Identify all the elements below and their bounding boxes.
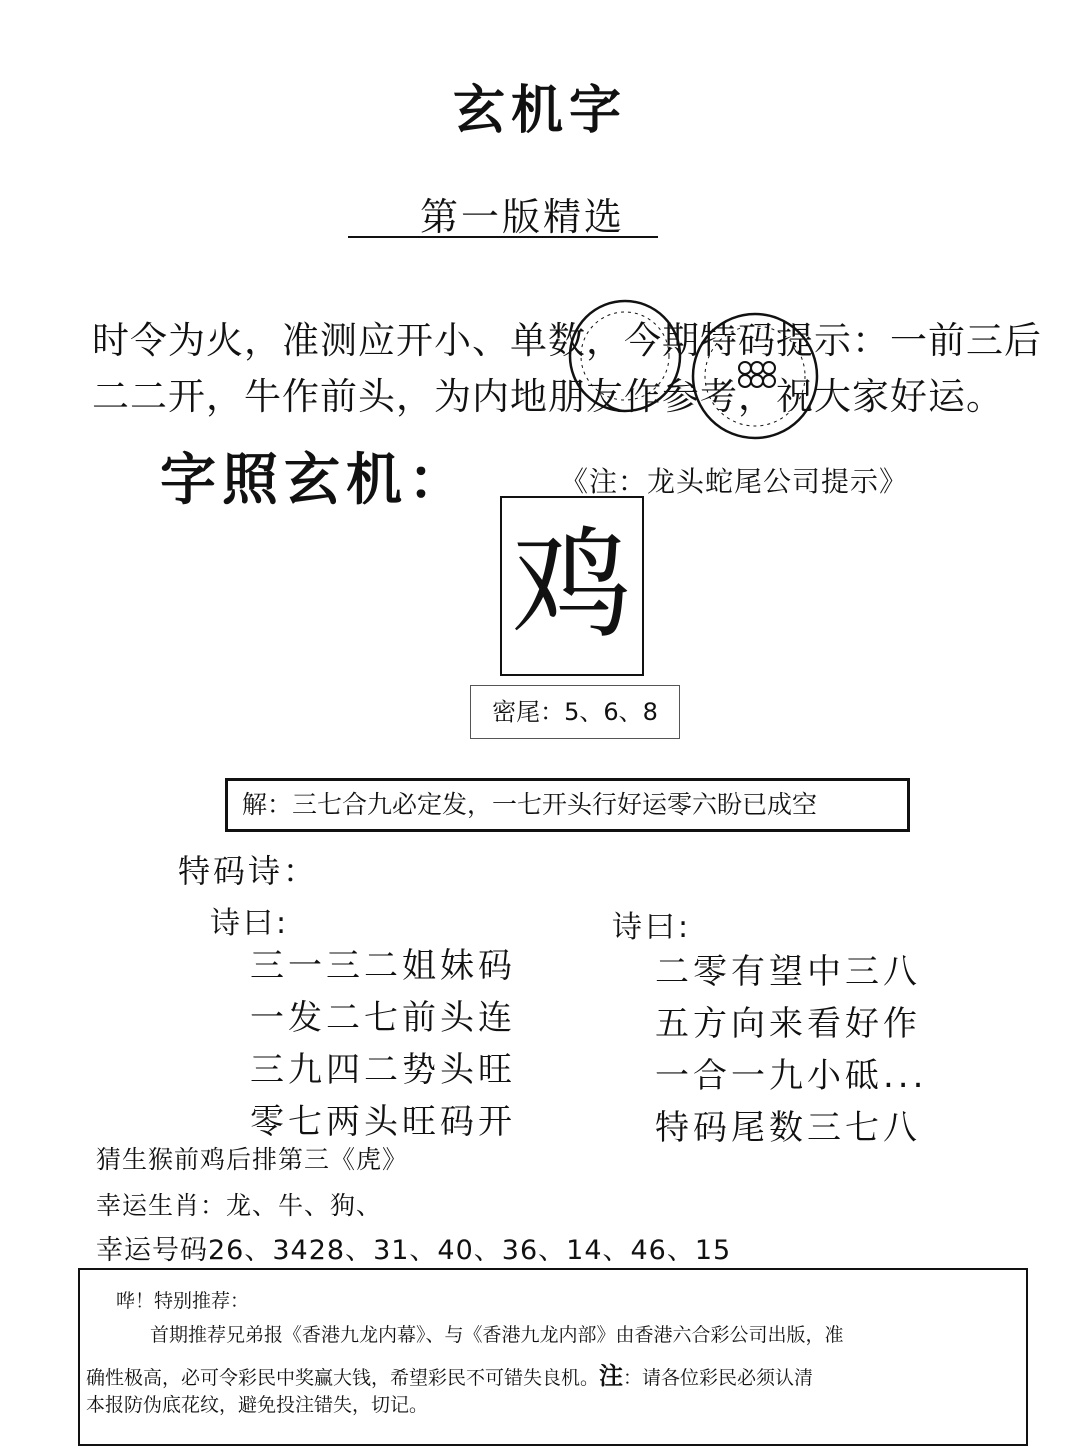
poem-right-label: 诗曰: <box>612 910 692 945</box>
subtitle: 第一版精选 <box>420 195 626 239</box>
poem-right <box>655 946 927 1154</box>
recommendation-box <box>78 1268 1028 1446</box>
lucky-zodiac: 幸运生肖：龙、牛、狗、 <box>96 1191 383 1220</box>
recommend-note-label: 注 <box>599 1362 624 1390</box>
poem-line: 二零有望中三八 <box>655 952 921 992</box>
poem-heading: 特码诗： <box>178 852 319 890</box>
seal-stamps <box>560 296 830 446</box>
poem-line: 一合一九小砥... <box>655 1056 928 1096</box>
main-character: 鸡 <box>512 516 632 655</box>
zodiac-guess: 猜生猴前鸡后排第三《虎》 <box>96 1145 409 1174</box>
recommend-line-1: 首期推荐兄弟报《香港九龙内幕》、与《香港九龙内部》由香港六合彩公司出版，准 <box>150 1324 844 1346</box>
poem-line: 零七两头旺码开 <box>250 1102 516 1142</box>
recommend-line-2 <box>86 1356 813 1391</box>
poem-line: 五方向来看好作 <box>655 1004 921 1044</box>
page-title: 玄机字 <box>452 81 627 141</box>
company-note: 《注：龙头蛇尾公司提示》 <box>560 465 909 498</box>
intro-line-2: 二二开，牛作前头，为内地朋友作参考，祝大家好运。 <box>92 375 1004 418</box>
secret-tail-box: 密尾：5、6、8 <box>470 685 680 739</box>
intro-line-1: 时令为火，准测应开小、单数，今期特码提示：一前三后 <box>92 319 1042 362</box>
poem-line: 特码尾数三七八 <box>655 1108 921 1148</box>
section-heading: 字照玄机： <box>160 448 470 513</box>
recommend-title: 哗！特别推荐： <box>116 1290 250 1312</box>
recommend-line-2a: 确性极高，必可令彩民中奖赢大钱，希望彩民不可错失良机。 <box>86 1367 600 1389</box>
poem-left <box>250 940 516 1148</box>
main-character-box <box>500 496 644 676</box>
poem-line: 三九四二势头旺 <box>250 1050 516 1090</box>
poem-left-label: 诗曰: <box>210 906 290 941</box>
poem-line: 三一三二姐妹码 <box>250 946 516 986</box>
recommend-line-2b: ：请各位彩民必须认清 <box>623 1367 814 1389</box>
poem-line: 一发二七前头连 <box>250 998 516 1038</box>
explanation-box: 解：三七合九必定发，一七开头行好运零六盼已成空 <box>225 778 910 832</box>
recommend-line-3: 本报防伪底花纹，避免投注错失，切记。 <box>86 1394 429 1416</box>
subtitle-underline <box>348 236 658 238</box>
lucky-numbers: 幸运号码26、3428、31、40、36、14、46、15 <box>96 1235 732 1266</box>
